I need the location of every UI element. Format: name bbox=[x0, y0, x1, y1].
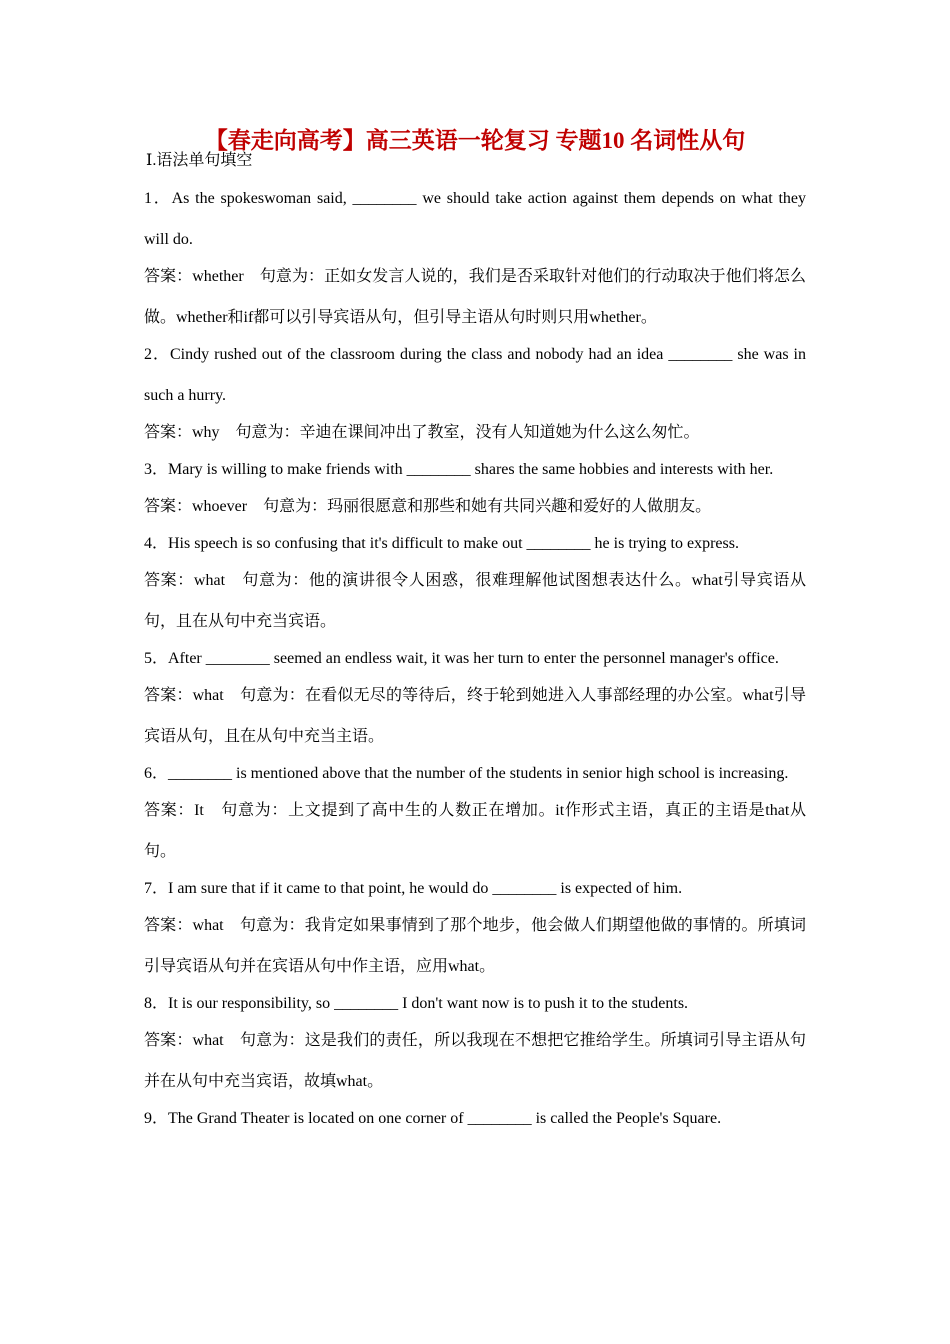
question-2: 2．Cindy rushed out of the classroom during the class and nobody had an idea ________ she was in such a hurry. bbox=[144, 346, 806, 404]
question-1: 1．As the spokeswoman said, ________ we should take action against them depends on what they will do. bbox=[144, 190, 806, 248]
document-title: 【春走向高考】高三英语一轮复习 专题10 名词性从句 bbox=[204, 128, 746, 153]
answer-3: 答案：whoever 句意为：玛丽很愿意和那些和她有共同兴趣和爱好的人做朋友。 bbox=[144, 498, 712, 515]
question-5: 5．After ________ seemed an endless wait, it was her turn to enter the personnel manager's office. bbox=[144, 650, 779, 667]
question-list bbox=[144, 182, 806, 1139]
answer-2: 答案：why 句意为：辛迪在课间冲出了教室，没有人知道她为什么这么匆忙。 bbox=[144, 424, 700, 441]
question-4: 4．His speech is so confusing that it's difficult to make out ________ he is trying to express. bbox=[144, 535, 739, 552]
question-7: 7．I am sure that if it came to that point, he would do ________ is expected of him. bbox=[144, 880, 683, 897]
answer-5: 答案：what 句意为：在看似无尽的等待后，终于轮到她进入人事部经理的办公室。what引导宾语从句，且在从句中充当主语。 bbox=[144, 687, 806, 745]
answer-6: 答案：It 句意为：上文提到了高中生的人数正在增加。it作形式主语，真正的主语是that从句。 bbox=[144, 802, 806, 860]
section-heading: Ⅰ.语法单句填空 bbox=[146, 152, 253, 169]
question-3: 3．Mary is willing to make friends with ________ shares the same hobbies and interests with her. bbox=[144, 461, 774, 478]
answer-8: 答案：what 句意为：这是我们的责任，所以我现在不想把它推给学生。所填词引导主语从句并在从句中充当宾语，故填what。 bbox=[144, 1032, 806, 1090]
question-9: 9．The Grand Theater is located on one corner of ________ is called the People's Square. bbox=[144, 1110, 722, 1127]
question-6: 6．________ is mentioned above that the number of the students in senior high school is increasing. bbox=[144, 765, 789, 782]
answer-7: 答案：what 句意为：我肯定如果事情到了那个地步，他会做人们期望他做的事情的。所填词引导宾语从句并在宾语从句中作主语，应用what。 bbox=[144, 917, 806, 975]
question-8: 8．It is our responsibility, so ________ I don't want now is to push it to the students. bbox=[144, 995, 689, 1012]
answer-1: 答案：whether 句意为：正如女发言人说的，我们是否采取针对他们的行动取决于他们将怎么做。whether和if都可以引导宾语从句，但引导主语从句时则只用whether。 bbox=[144, 268, 806, 326]
answer-4: 答案：what 句意为：他的演讲很令人困惑，很难理解他试图想表达什么。what引导宾语从句，且在从句中充当宾语。 bbox=[144, 572, 806, 630]
